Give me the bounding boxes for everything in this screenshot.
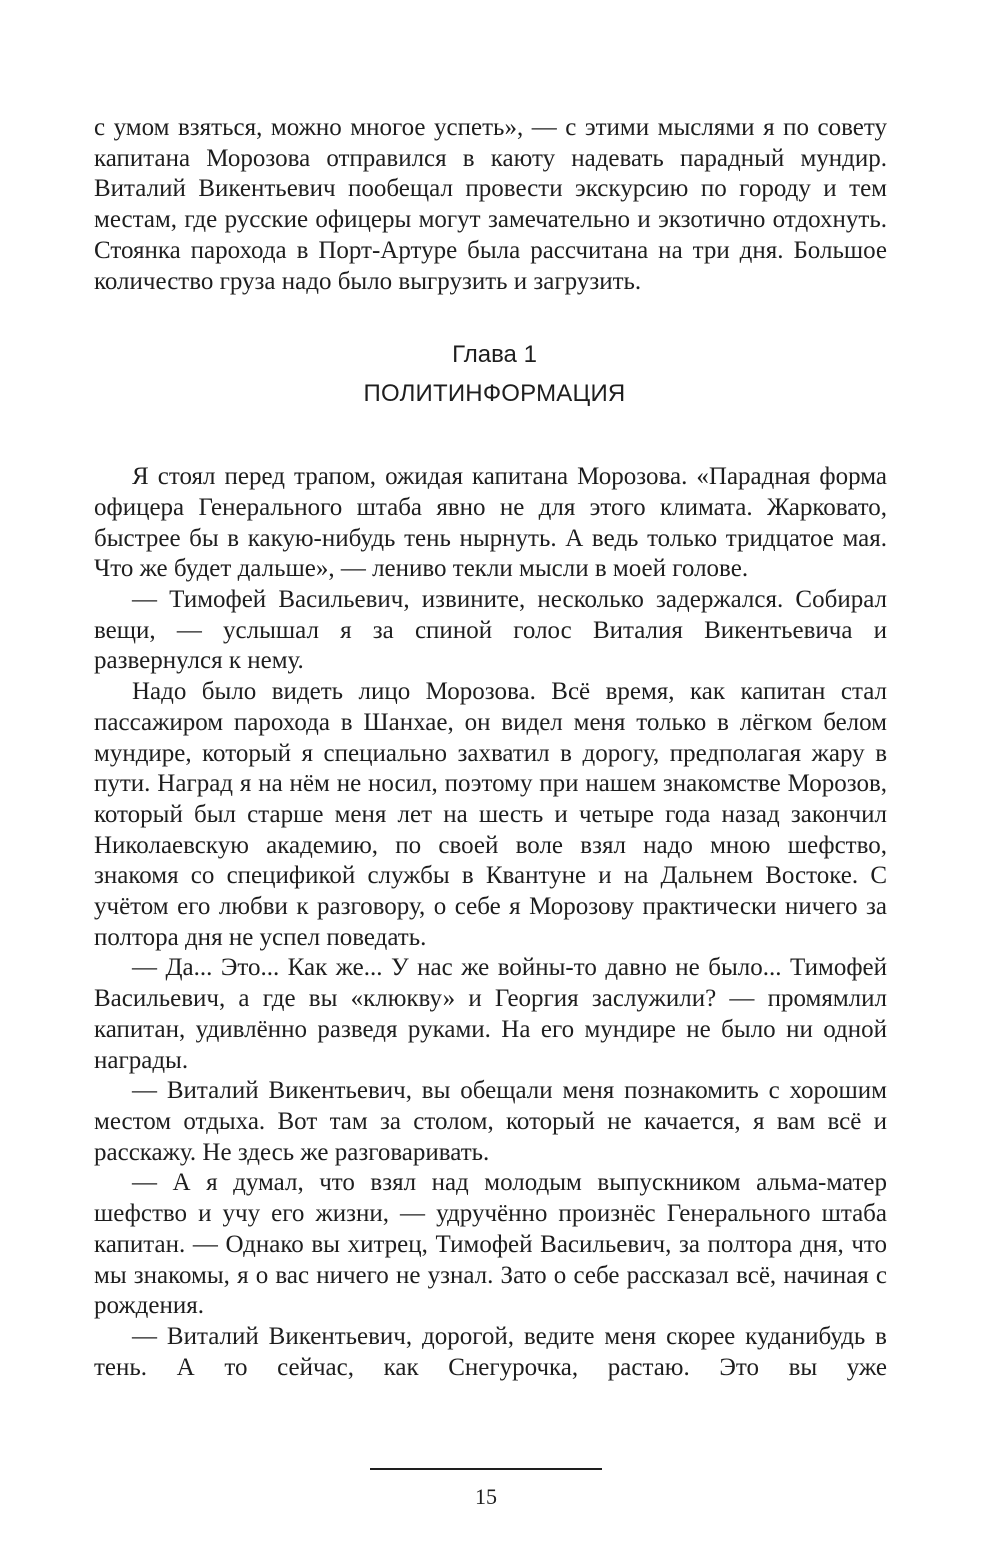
paragraph: Надо было видеть лицо Морозова. Всё время, как капитан стал пассажиром парохода в Шанхае, он видел меня только в лёгком белом мундире, который я специально захватил в дорогу, предполагая жару в пути. Наград я на нём не носил, поэтому при нашем знакомстве Морозов, который был старше меня лет на шесть и четыре года назад закончил Николаевскую академию, по своей воле взял надо мною шефство, знакомя со спецификой службы в Квантуне и на Дальнем Востоке. С учётом его любви к разговору, о себе я Морозову практически ничего за полтора дня не успел поведать. [94, 678, 887, 951]
paragraph: — А я думал, что взял над молодым выпускником альма-матер шефство и учу его жизни, — удручённо произнёс Генерального штаба капитан. — Однако вы хитрец, Тимофей Васильевич, за полтора дня, что мы знакомы, я о вас ничего не узнал. Зато о себе рассказал всё, начиная с рождения. [94, 1169, 887, 1320]
chapter-body [94, 462, 887, 1383]
paragraph: — Тимофей Васильевич, извините, несколько задержался. Собирал вещи, — услышал я за спиной голос Виталия Викентьевича и развернулся к нему. [94, 586, 887, 675]
paragraph: Я стоял перед трапом, ожидая капитана Морозова. «Парадная форма офицера Генерального штаба явно не для этого климата. Жарковато, быстрее бы в какую-нибудь тень нырнуть. А ведь только тридцатое мая. Что же будет дальше», — лениво текли мысли в моей голове. [94, 463, 887, 583]
paragraph: — Виталий Викентьевич, дорогой, ведите меня скорее куданибудь в тень. А то сейчас, как Снегурочка, растаю. Это вы уже [94, 1322, 887, 1381]
footer-rule [370, 1468, 602, 1470]
book-page [94, 113, 887, 1383]
paragraph: — Виталий Викентьевич, вы обещали меня познакомить с хорошим местом отдыха. Вот там за столом, который не качается, я вам всё и расскажу. Не здесь же разговаривать. [94, 1077, 887, 1166]
page-number: 15 [475, 1484, 497, 1509]
chapter-number: Глава 1 [452, 341, 537, 369]
intro-paragraph: с умом взяться, можно многое успеть», — с этими мыслями я по совету капитана Морозова отправился в каюту надевать парадный мундир. Виталий Викентьевич пообещал провести экскурсию по городу и тем местам, где русские офицеры могут замечательно и экзотично отдохнуть. Стоянка парохода в Порт-Артуре была рассчитана на три дня. Большое количество груза надо было выгрузить и загрузить. [94, 114, 887, 295]
chapter-title: ПОЛИТИНФОРМАЦИЯ [363, 380, 626, 408]
paragraph: — Да... Это... Как же... У нас же войны-то давно не было... Тимофей Васильевич, а где вы «клюкву» и Георгия заслужили? — промямлил капитан, удивлённо разведя руками. На его мундире не было ни одной награды. [94, 954, 887, 1074]
chapter-heading [94, 340, 887, 409]
